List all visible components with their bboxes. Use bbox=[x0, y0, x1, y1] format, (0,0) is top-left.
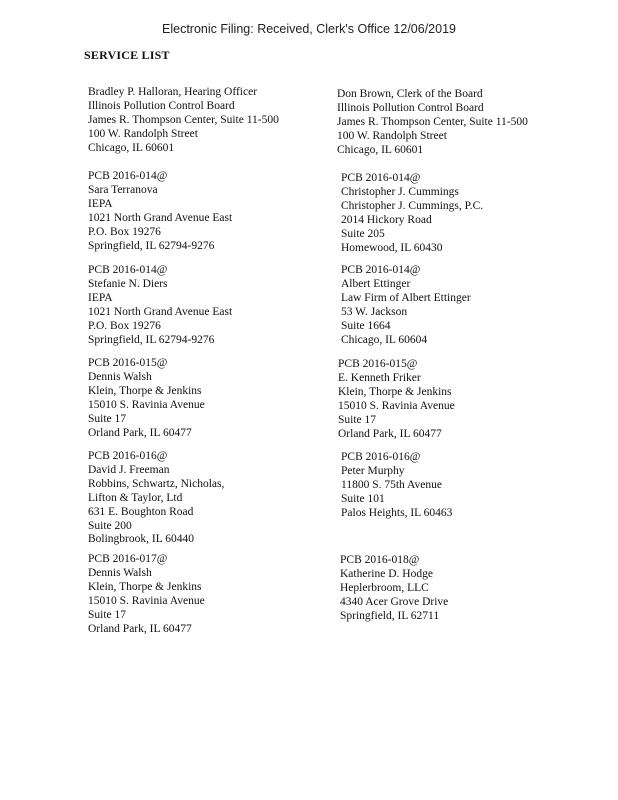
address-line: Chicago, IL 60604 bbox=[341, 333, 428, 346]
address-line: Dennis Walsh bbox=[88, 370, 152, 383]
address-line: Suite 1664 bbox=[341, 319, 391, 332]
address-line: James R. Thompson Center, Suite 11-500 bbox=[88, 113, 279, 126]
address-line: Klein, Thorpe & Jenkins bbox=[88, 580, 202, 593]
address-line: Springfield, IL 62794-9276 bbox=[88, 239, 215, 252]
address-line: 53 W. Jackson bbox=[341, 305, 408, 318]
address-line: Illinois Pollution Control Board bbox=[337, 101, 484, 114]
address-line: Springfield, IL 62794-9276 bbox=[88, 333, 215, 346]
address-line: Dennis Walsh bbox=[88, 566, 152, 579]
address-line: Heplerbroom, LLC bbox=[340, 581, 429, 594]
address-line: PCB 2016-016@ bbox=[88, 450, 168, 462]
address-line: Robbins, Schwartz, Nicholas, bbox=[88, 477, 225, 490]
address-line: Albert Ettinger bbox=[341, 277, 411, 290]
service-entry bbox=[341, 172, 483, 255]
address-line: 631 E. Boughton Road bbox=[88, 505, 194, 518]
address-line: PCB 2016-014@ bbox=[88, 264, 168, 276]
address-line: Suite 17 bbox=[338, 413, 377, 426]
address-line: James R. Thompson Center, Suite 11-500 bbox=[337, 115, 528, 128]
address-line: Don Brown, Clerk of the Board bbox=[337, 88, 483, 100]
address-line: PCB 2016-018@ bbox=[340, 554, 420, 566]
address-line: Orland Park, IL 60477 bbox=[88, 622, 192, 635]
address-line: E. Kenneth Friker bbox=[338, 371, 421, 384]
page-title: SERVICE LIST bbox=[84, 48, 170, 62]
address-line: Suite 17 bbox=[88, 608, 127, 621]
address-line: Palos Heights, IL 60463 bbox=[341, 506, 453, 519]
address-line: Suite 200 bbox=[88, 519, 132, 532]
address-line: 11800 S. 75th Avenue bbox=[341, 478, 442, 491]
service-entry bbox=[340, 554, 448, 624]
address-line: Suite 101 bbox=[341, 492, 385, 505]
address-line: PCB 2016-015@ bbox=[88, 357, 168, 369]
service-entry bbox=[88, 553, 205, 636]
service-entry bbox=[88, 170, 232, 253]
address-line: PCB 2016-017@ bbox=[88, 553, 168, 565]
service-entry bbox=[88, 450, 224, 547]
address-line: Klein, Thorpe & Jenkins bbox=[338, 385, 452, 398]
service-entry bbox=[338, 358, 455, 441]
service-entry bbox=[337, 88, 528, 158]
address-line: Illinois Pollution Control Board bbox=[88, 99, 235, 112]
address-line: 2014 Hickory Road bbox=[341, 213, 432, 226]
address-line: 100 W. Randolph Street bbox=[337, 129, 447, 142]
address-line: Klein, Thorpe & Jenkins bbox=[88, 384, 202, 397]
address-line: Chicago, IL 60601 bbox=[337, 143, 424, 156]
address-line: 100 W. Randolph Street bbox=[88, 127, 198, 140]
address-line: Katherine D. Hodge bbox=[340, 567, 433, 580]
service-entry bbox=[88, 357, 205, 440]
address-line: PCB 2016-015@ bbox=[338, 358, 418, 370]
address-line: 1021 North Grand Avenue East bbox=[88, 305, 233, 318]
address-line: 1021 North Grand Avenue East bbox=[88, 211, 233, 224]
address-line: PCB 2016-014@ bbox=[88, 170, 168, 182]
address-line: Peter Murphy bbox=[341, 464, 405, 477]
address-line: Springfield, IL 62711 bbox=[340, 609, 440, 622]
address-line: PCB 2016-014@ bbox=[341, 264, 421, 276]
address-line: 15010 S. Ravinia Avenue bbox=[88, 398, 205, 411]
address-line: 15010 S. Ravinia Avenue bbox=[88, 594, 205, 607]
address-line: Sara Terranova bbox=[88, 183, 158, 196]
service-entry bbox=[88, 264, 232, 347]
address-line: Christopher J. Cummings bbox=[341, 185, 459, 198]
address-line: 4340 Acer Grove Drive bbox=[340, 595, 449, 608]
address-line: Orland Park, IL 60477 bbox=[338, 427, 442, 440]
address-line: Suite 17 bbox=[88, 412, 127, 425]
address-line: P.O. Box 19276 bbox=[88, 225, 161, 238]
service-entry bbox=[88, 86, 279, 156]
address-line: PCB 2016-014@ bbox=[341, 172, 421, 184]
address-line: PCB 2016-016@ bbox=[341, 451, 421, 463]
service-entry bbox=[341, 451, 452, 521]
address-line: Orland Park, IL 60477 bbox=[88, 426, 192, 439]
address-line: Bolingbrook, IL 60440 bbox=[88, 533, 194, 546]
address-line: Suite 205 bbox=[341, 227, 385, 240]
address-line: Bradley P. Halloran, Hearing Officer bbox=[88, 86, 258, 98]
address-line: Homewood, IL 60430 bbox=[341, 241, 443, 254]
address-line: Chicago, IL 60601 bbox=[88, 141, 175, 154]
service-entry bbox=[341, 264, 471, 347]
address-line: Stefanie N. Diers bbox=[88, 277, 168, 290]
address-line: P.O. Box 19276 bbox=[88, 319, 161, 332]
address-line: IEPA bbox=[88, 197, 113, 210]
address-line: Christopher J. Cummings, P.C. bbox=[341, 199, 484, 212]
address-line: Lifton & Taylor, Ltd bbox=[88, 491, 183, 504]
address-line: 15010 S. Ravinia Avenue bbox=[338, 399, 455, 412]
address-line: Law Firm of Albert Ettinger bbox=[341, 291, 471, 304]
address-line: David J. Freeman bbox=[88, 463, 170, 476]
electronic-filing-stamp: Electronic Filing: Received, Clerk's Office 12/06/2019 bbox=[162, 22, 456, 36]
address-line: IEPA bbox=[88, 291, 113, 304]
